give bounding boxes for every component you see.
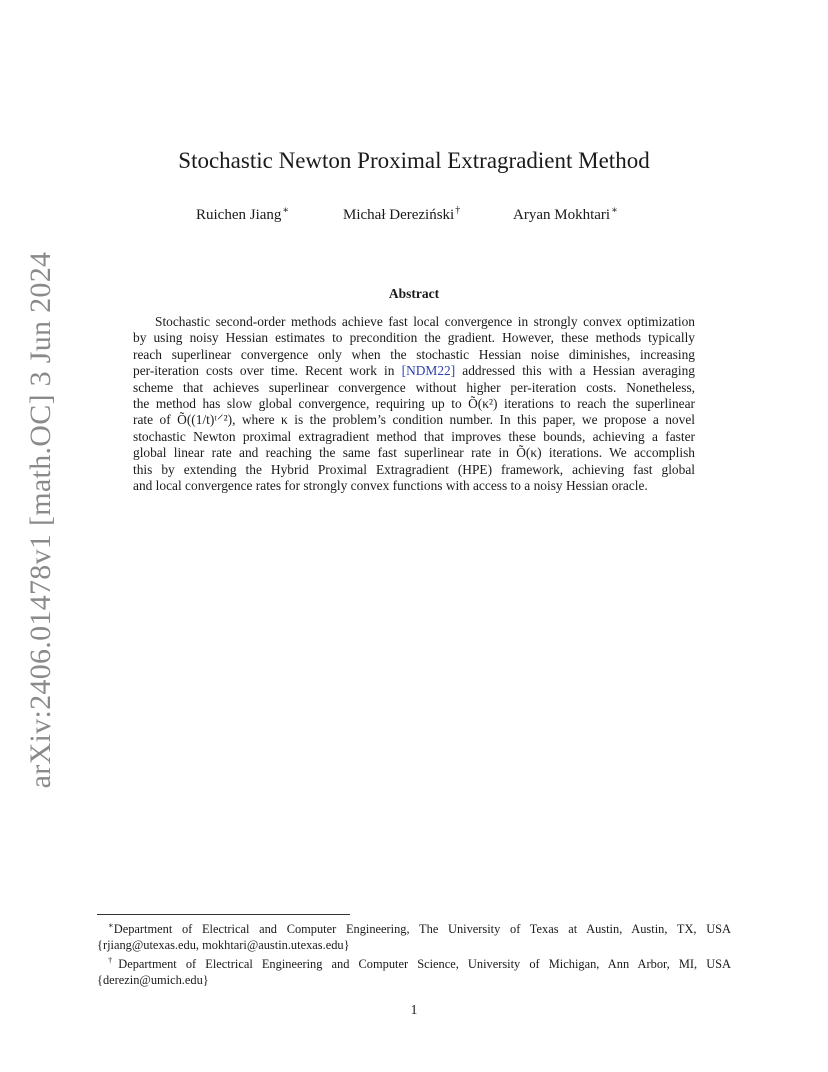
abstract-line: this by extending the Hybrid Proximal Extragradient (HPE) framework, achieving fast global	[133, 461, 695, 477]
author-name: Aryan Mokhtari	[513, 207, 611, 223]
arxiv-identifier-stamp: arXiv:2406.01478v1 [math.OC] 3 Jun 2024	[24, 251, 57, 789]
abstract-line	[133, 396, 695, 412]
abstract-text: iterations. We accomplish	[548, 445, 695, 461]
math-expression: Õ(κ²)	[468, 396, 498, 412]
abstract-line	[133, 412, 695, 428]
math-expression: Õ((1/t)ᵗ⸍²)	[177, 412, 233, 428]
abstract-text: iterations to reach the superlinear	[503, 396, 695, 412]
author-1	[196, 205, 289, 224]
author-3	[513, 205, 618, 224]
abstract-body	[133, 314, 695, 494]
page-number: 1	[410, 1002, 418, 1017]
abstract-line: Stochastic second-order methods achieve fast local convergence in strongly convex optimization	[155, 314, 695, 329]
author-list	[196, 205, 636, 227]
abstract-line: and local convergence rates for strongly convex functions with access to a noisy Hessian oracle.	[133, 478, 648, 494]
footnote-affiliation: Department of Electrical and Computer Engineering, The University of Texas at Austin, Austin, TX, USA	[113, 922, 731, 937]
abstract-line: by using noisy Hessian estimates to precondition the gradient. However, these methods typically	[133, 330, 695, 346]
abstract-text: addressed this with a Hessian averaging	[462, 363, 695, 379]
abstract-line: scheme that achieves superlinear convergence without higher per-iteration costs. Nonetheless,	[133, 379, 695, 395]
abstract-text: the method has slow global convergence, requiring up to	[133, 396, 462, 412]
footnote-rule	[97, 914, 350, 915]
footnote-1	[97, 918, 731, 938]
abstract-heading: Abstract	[388, 286, 440, 301]
math-expression: Õ(κ)	[516, 445, 542, 461]
abstract-line: stochastic Newton proximal extragradient method that improves these bounds, achieving a faster	[133, 428, 695, 444]
footnotes	[97, 918, 731, 989]
affiliation-mark: †	[455, 205, 461, 216]
abstract-text: rate of	[133, 412, 171, 428]
author-name: Ruichen Jiang	[196, 207, 282, 223]
paper-title: Stochastic Newton Proximal Extragradient Method	[178, 148, 650, 173]
abstract-text: global linear rate and reaching the same fast superlinear rate in	[133, 445, 509, 461]
footnote-2	[97, 953, 731, 973]
footnote-affiliation: Department of Electrical Engineering and Computer Science, University of Michigan, Ann Arbor, MI, USA	[118, 957, 731, 972]
footnote-emails: {derezin@umich.edu}	[97, 973, 209, 988]
abstract-line: reach superlinear convergence only when the stochastic Hessian noise diminishes, increasing	[133, 346, 695, 362]
citation-link[interactable]: [NDM22]	[401, 363, 456, 379]
author-2	[343, 205, 460, 224]
author-name: Michał Dereziński	[343, 207, 455, 223]
footnote-mark: ∗	[108, 920, 114, 930]
abstract-text: , where κ is the problem’s condition number. In this paper, we propose a novel	[232, 412, 695, 428]
abstract-text: per-iteration costs over time. Recent work in	[133, 363, 395, 379]
abstract-line	[133, 363, 695, 379]
abstract-line	[133, 445, 695, 461]
affiliation-mark: ∗	[611, 205, 618, 216]
footnote-mark: †	[108, 955, 119, 966]
affiliation-mark: ∗	[282, 205, 290, 216]
footnote-emails: {rjiang@utexas.edu, mokhtari@austin.utexas.edu}	[97, 937, 350, 952]
